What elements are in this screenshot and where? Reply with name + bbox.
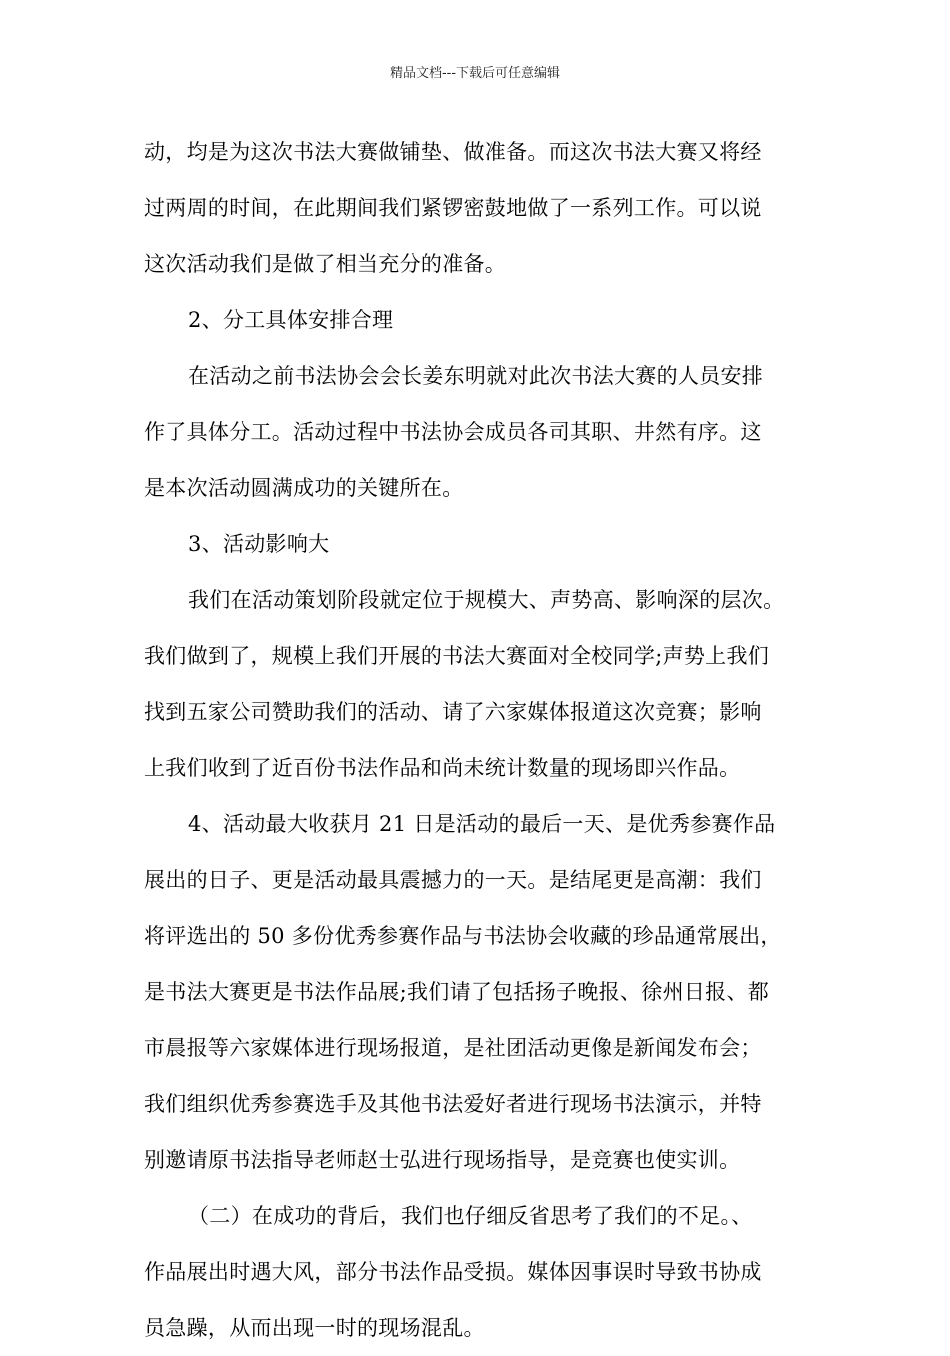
page-header: 精品文档---下载后可任意编辑 bbox=[389, 66, 561, 81]
section-heading: 3、活动影响大 bbox=[188, 532, 330, 556]
text-line: 这次活动我们是做了相当充分的准备。 bbox=[144, 252, 507, 276]
text-line: （二）在成功的背后，我们也仔细反省思考了我们的不足。、 bbox=[188, 1204, 753, 1228]
text-line: 展出的日子、更是活动最具震撼力的一天。是结尾更是高潮：我们 bbox=[144, 868, 762, 892]
text-line: 是书法大赛更是书法作品展;我们请了包括扬子晚报、徐州日报、都 bbox=[144, 980, 770, 1004]
text-line: 我们做到了，规模上我们开展的书法大赛面对全校同学;声势上我们 bbox=[144, 644, 770, 668]
text-line: 我们在活动策划阶段就定位于规模大、声势高、影响深的层次。 bbox=[188, 588, 785, 612]
text-line: 上我们收到了近百份书法作品和尚未统计数量的现场即兴作品。 bbox=[144, 756, 741, 780]
text-line: 找到五家公司赞助我们的活动、请了六家媒体报道这次竞赛；影响 bbox=[144, 700, 762, 724]
text-line: 过两周的时间，在此期间我们紧锣密鼓地做了一系列工作。可以说 bbox=[144, 196, 762, 220]
text-line: 将评选出的 50 多份优秀参赛作品与书法协会收藏的珍品通常展出， bbox=[144, 924, 782, 948]
text-line: 动，均是为这次书法大赛做铺垫、做准备。而这次书法大赛又将经 bbox=[144, 140, 762, 164]
text-line: 4、活动最大收获月 21 日是活动的最后一天、是优秀参赛作品 bbox=[188, 812, 776, 836]
text-line: 作了具体分工。活动过程中书法协会成员各司其职、井然有序。这 bbox=[144, 420, 762, 444]
text-line: 我们组织优秀参赛选手及其他书法爱好者进行现场书法演示，并特 bbox=[144, 1092, 762, 1116]
text-line: 是本次活动圆满成功的关键所在。 bbox=[144, 476, 464, 500]
text-line: 在活动之前书法协会会长姜东明就对此次书法大赛的人员安排 bbox=[188, 364, 764, 388]
text-line: 市晨报等六家媒体进行现场报道，是社团活动更像是新闻发布会； bbox=[144, 1036, 762, 1060]
text-line: 别邀请原书法指导老师赵士弘进行现场指导，是竞赛也使实训。 bbox=[144, 1148, 741, 1172]
text-line: 员急躁，从而出现一时的现场混乱。 bbox=[144, 1316, 485, 1340]
text-line: 作品展出时遇大风，部分书法作品受损。媒体因事误时导致书协成 bbox=[144, 1260, 762, 1284]
document-body bbox=[144, 124, 808, 1356]
section-heading: 2、分工具体安排合理 bbox=[188, 308, 394, 332]
